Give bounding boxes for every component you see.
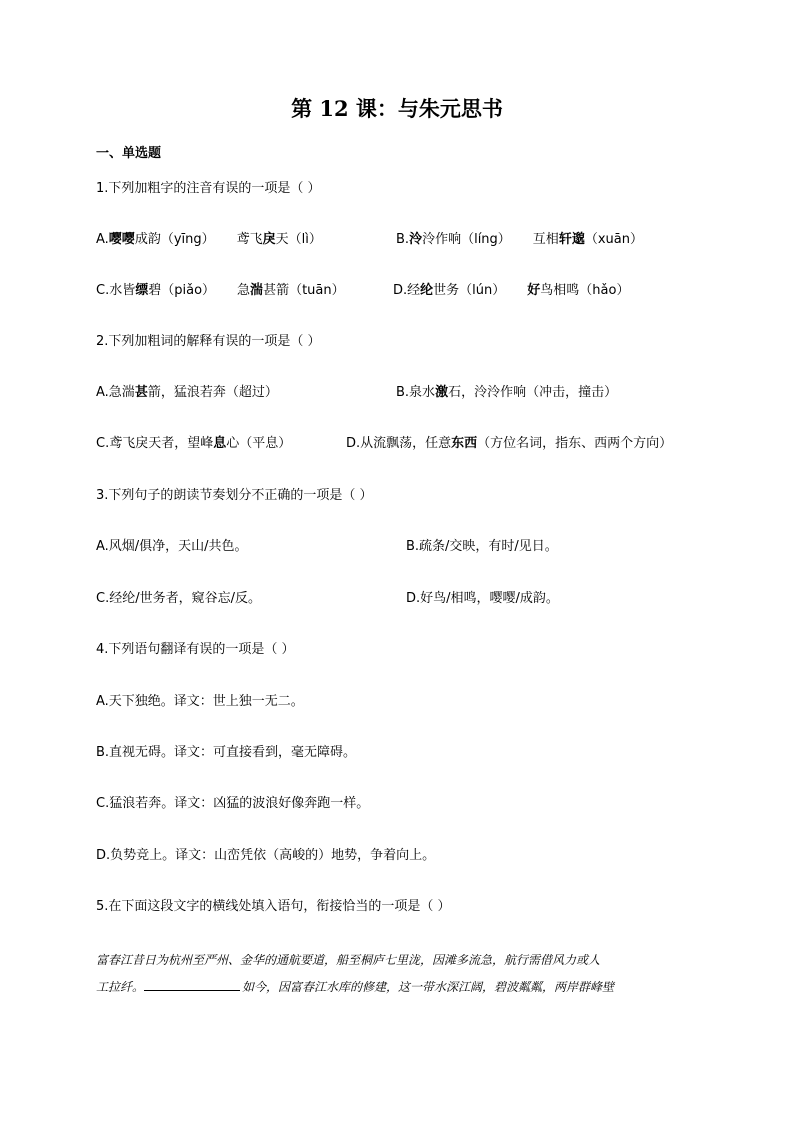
q1-option-a	[96, 230, 322, 250]
q2-option-a	[96, 383, 278, 403]
question-3-stem: 3.下列句子的朗读节奏划分不正确的一项是（ ）	[96, 488, 373, 503]
q2-option-c	[96, 434, 291, 454]
q1-b-prefix: B.	[396, 232, 410, 247]
q1-b-text: 泠作响（líng）	[422, 232, 511, 247]
question-4-stem: 4.下列语句翻译有误的一项是（ ）	[96, 642, 295, 657]
q2-c-text: 心（平息）	[226, 436, 292, 451]
q1-a-bold: 嘤嘤	[108, 232, 135, 247]
passage-line-1: 富春江昔日为杭州至严州、金华的通航要道，船至桐庐七里泷，因滩多流急，航行需借风力或人	[96, 953, 601, 967]
q2-c-bold: 息	[213, 436, 227, 451]
q3-option-d: D.好鸟/相鸣，嘤嘤/成韵。	[406, 591, 559, 606]
q2-b-bold: 激	[435, 385, 449, 400]
section-heading: 一、单选题	[96, 146, 162, 161]
q1-d-prefix: D.经	[393, 283, 421, 298]
q1-a2-bold: 戾	[262, 232, 276, 247]
q1-c2-bold: 湍	[250, 283, 264, 298]
q1-b2-bold: 轩邈	[558, 232, 585, 247]
q1-d-text: 世务（lún）	[433, 283, 506, 298]
q2-b-text: 石，泠泠作响（冲击，撞击）	[448, 385, 618, 400]
q3-option-c: C.经纶/世务者，窥谷忘/反。	[96, 591, 261, 606]
q1-d-bold: 纶	[420, 283, 434, 298]
q4-option-c: C.猛浪若奔。译文：凶猛的波浪好像奔跑一样。	[96, 796, 370, 811]
q1-a-text: 成韵（yīng）	[134, 232, 215, 247]
q1-d2-bold: 好	[527, 283, 541, 298]
passage-line-2-start: 工拉纤。	[96, 980, 145, 994]
q1-option-b	[396, 230, 643, 250]
q2-a-bold: 甚	[134, 385, 148, 400]
q4-option-d: D.负势竞上。译文：山峦凭依（高峻的）地势，争着向上。	[96, 848, 436, 863]
q2-a-text: 箭，猛浪若奔（超过）	[147, 385, 278, 400]
q2-d-prefix: D.从流飘荡，任意	[346, 436, 452, 451]
q1-a-prefix: A.	[96, 232, 109, 247]
q4-option-b: B.直视无碍。译文：可直接看到，毫无障碍。	[96, 745, 357, 760]
passage-line-2	[96, 977, 696, 997]
question-1-stem: 1.下列加粗字的注音有误的一项是（ ）	[96, 181, 321, 196]
q1-b2-text: （xuān）	[584, 232, 643, 247]
q2-option-d	[346, 434, 672, 454]
q1-option-c	[96, 281, 345, 301]
q2-d-text: （方位名词，指东、西两个方向）	[477, 436, 673, 451]
q3-option-b: B.疏条/交映，有时/见日。	[406, 539, 558, 554]
fill-in-blank	[144, 977, 240, 991]
q2-c-prefix: C.鸢飞戾天者，望峰	[96, 436, 214, 451]
question-2-stem: 2.下列加粗词的解释有误的一项是（ ）	[96, 334, 321, 349]
q1-option-d	[393, 281, 629, 301]
q1-a2-text: 天（lì）	[275, 232, 322, 247]
passage-line-2-end: 如今，因富春江水库的修建，这一带水深江阔，碧波粼粼，两岸群峰壁	[242, 980, 615, 994]
q2-option-b	[396, 383, 617, 403]
q1-b-bold: 泠	[409, 232, 423, 247]
q1-c2-prefix: 急	[237, 283, 251, 298]
q1-c-bold: 缥	[135, 283, 149, 298]
q2-a-prefix: A.急湍	[96, 385, 135, 400]
q1-d2-text: 鸟相鸣（hǎo）	[540, 283, 630, 298]
q1-c2-text: 甚箭（tuān）	[263, 283, 345, 298]
q2-d-bold: 东西	[451, 436, 478, 451]
page-title: 第 12 课：与朱元思书	[291, 96, 503, 121]
q1-c-prefix: C.水皆	[96, 283, 136, 298]
q3-option-a: A.风烟/俱净，天山/共色。	[96, 539, 248, 554]
q1-a2-prefix: 鸢飞	[236, 232, 263, 247]
question-5-stem: 5.在下面这段文字的横线处填入语句，衔接恰当的一项是（ ）	[96, 899, 451, 914]
q1-b2-prefix: 互相	[532, 232, 559, 247]
q2-b-prefix: B.泉水	[396, 385, 436, 400]
q4-option-a: A.天下独绝。译文：世上独一无二。	[96, 694, 304, 709]
q1-c-text: 碧（piǎo）	[148, 283, 216, 298]
